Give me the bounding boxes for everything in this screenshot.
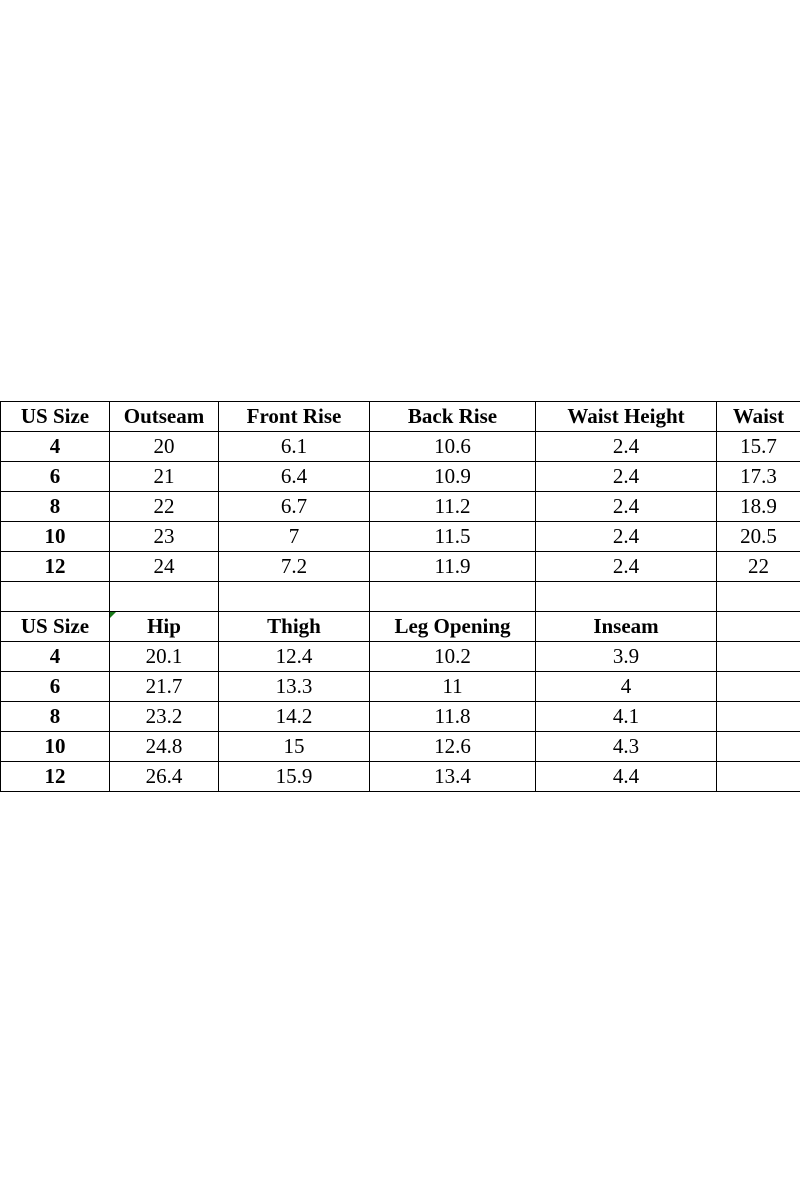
size-label-cell: 6 — [1, 672, 110, 702]
measurement-cell: 20 — [110, 432, 219, 462]
measurement-cell: 4 — [536, 672, 717, 702]
header-row — [1, 612, 800, 642]
table-row — [1, 462, 800, 492]
table-row — [1, 432, 800, 462]
empty-cell — [370, 582, 536, 612]
column-header: Waist Height — [536, 402, 717, 432]
size-label-cell: 6 — [1, 462, 110, 492]
measurement-cell: 21 — [110, 462, 219, 492]
measurement-cell — [717, 762, 800, 792]
measurement-cell — [717, 732, 800, 762]
measurement-cell: 2.4 — [536, 492, 717, 522]
measurement-cell: 15.9 — [219, 762, 370, 792]
measurement-cell — [717, 642, 800, 672]
column-header: US Size — [1, 402, 110, 432]
empty-cell — [717, 582, 800, 612]
measurement-cell: 23 — [110, 522, 219, 552]
measurement-cell: 10.2 — [370, 642, 536, 672]
size-chart-table — [0, 401, 800, 792]
measurement-cell: 3.9 — [536, 642, 717, 672]
size-label-cell: 8 — [1, 702, 110, 732]
measurement-cell: 7.2 — [219, 552, 370, 582]
size-label-cell: 4 — [1, 642, 110, 672]
measurement-cell: 4.3 — [536, 732, 717, 762]
measurement-cell: 20.1 — [110, 642, 219, 672]
measurement-cell: 4.4 — [536, 762, 717, 792]
measurement-cell: 22 — [110, 492, 219, 522]
measurement-cell: 22 — [717, 552, 800, 582]
measurement-cell: 21.7 — [110, 672, 219, 702]
measurement-cell: 11.9 — [370, 552, 536, 582]
measurement-cell: 26.4 — [110, 762, 219, 792]
measurement-cell: 18.9 — [717, 492, 800, 522]
measurement-cell: 6.1 — [219, 432, 370, 462]
column-header: Hip — [110, 612, 219, 642]
column-header — [717, 612, 800, 642]
measurement-cell: 15 — [219, 732, 370, 762]
measurement-cell: 15.7 — [717, 432, 800, 462]
column-header: Outseam — [110, 402, 219, 432]
size-label-cell: 4 — [1, 432, 110, 462]
measurement-cell: 14.2 — [219, 702, 370, 732]
size-chart-body — [1, 402, 800, 792]
size-label-cell: 10 — [1, 522, 110, 552]
table-row — [1, 702, 800, 732]
table-row — [1, 672, 800, 702]
measurement-cell: 7 — [219, 522, 370, 552]
measurement-cell: 11.5 — [370, 522, 536, 552]
comment-marker-icon — [110, 612, 116, 618]
column-header: US Size — [1, 612, 110, 642]
measurement-cell: 2.4 — [536, 552, 717, 582]
measurement-cell: 20.5 — [717, 522, 800, 552]
empty-cell — [1, 582, 110, 612]
column-header: Leg Opening — [370, 612, 536, 642]
measurement-cell: 2.4 — [536, 462, 717, 492]
measurement-cell — [717, 672, 800, 702]
size-label-cell: 12 — [1, 762, 110, 792]
size-label-cell: 12 — [1, 552, 110, 582]
empty-cell — [536, 582, 717, 612]
empty-cell — [110, 582, 219, 612]
measurement-cell: 24 — [110, 552, 219, 582]
measurement-cell — [717, 702, 800, 732]
measurement-cell: 10.9 — [370, 462, 536, 492]
measurement-cell: 13.4 — [370, 762, 536, 792]
header-row — [1, 402, 800, 432]
measurement-cell: 6.4 — [219, 462, 370, 492]
measurement-cell: 11 — [370, 672, 536, 702]
table-row — [1, 492, 800, 522]
measurement-cell: 4.1 — [536, 702, 717, 732]
table-row — [1, 552, 800, 582]
empty-cell — [219, 582, 370, 612]
measurement-cell: 2.4 — [536, 522, 717, 552]
measurement-cell: 11.2 — [370, 492, 536, 522]
column-header: Waist — [717, 402, 800, 432]
column-header: Front Rise — [219, 402, 370, 432]
measurement-cell: 6.7 — [219, 492, 370, 522]
measurement-cell: 12.6 — [370, 732, 536, 762]
table-row — [1, 522, 800, 552]
measurement-cell: 12.4 — [219, 642, 370, 672]
table-row — [1, 762, 800, 792]
size-label-cell: 10 — [1, 732, 110, 762]
measurement-cell: 11.8 — [370, 702, 536, 732]
table-row — [1, 732, 800, 762]
column-header: Back Rise — [370, 402, 536, 432]
measurement-cell: 23.2 — [110, 702, 219, 732]
measurement-cell: 10.6 — [370, 432, 536, 462]
measurement-cell: 17.3 — [717, 462, 800, 492]
column-header: Thigh — [219, 612, 370, 642]
table-row — [1, 642, 800, 672]
measurement-cell: 2.4 — [536, 432, 717, 462]
measurement-cell: 24.8 — [110, 732, 219, 762]
spacer-row — [1, 582, 800, 612]
measurement-cell: 13.3 — [219, 672, 370, 702]
column-header: Inseam — [536, 612, 717, 642]
size-label-cell: 8 — [1, 492, 110, 522]
